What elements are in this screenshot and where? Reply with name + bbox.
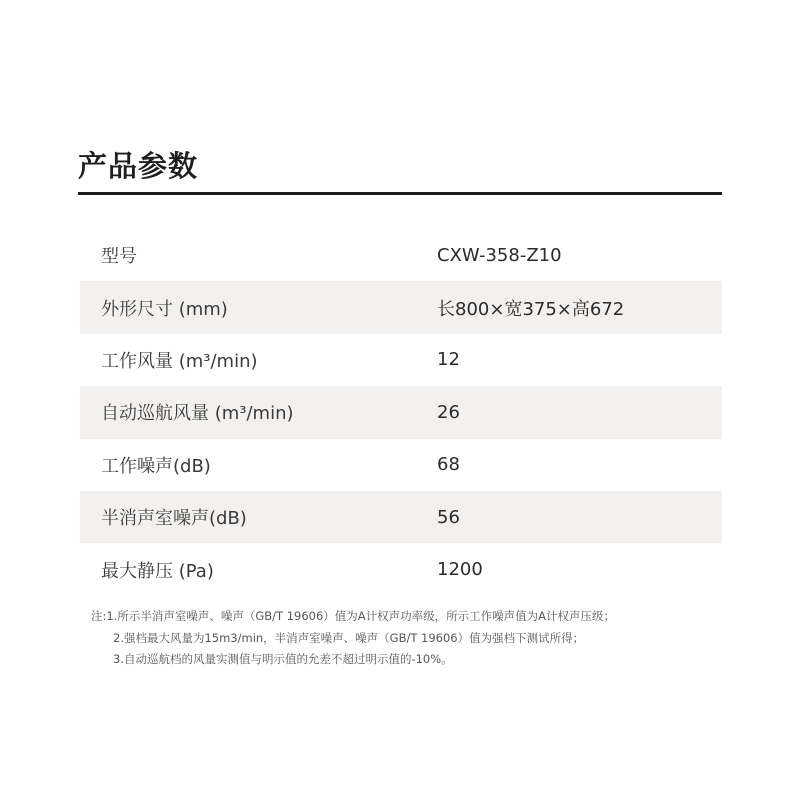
spec-value: 12 <box>437 349 460 371</box>
footnote-2: 2.强档最大风量为15m3/min，半消声室噪声、噪声（GB/T 19606）值为强档下测试所得； <box>113 630 585 645</box>
spec-row-noise <box>80 439 722 491</box>
spec-value: 26 <box>437 401 460 423</box>
spec-value: CXW-358-Z10 <box>437 244 562 266</box>
spec-label: 最大静压 (Pa) <box>101 560 214 582</box>
spec-row-cruise-airflow <box>80 386 722 438</box>
spec-label: 型号 <box>101 246 137 268</box>
page-title: 产品参数 <box>78 149 199 183</box>
spec-row-airflow <box>80 334 722 386</box>
spec-row-dimensions <box>80 281 722 333</box>
spec-row-static-pressure <box>80 543 722 595</box>
spec-label: 半消声室噪声(dB) <box>101 508 247 530</box>
spec-value: 68 <box>437 454 460 476</box>
spec-row-anechoic-noise <box>80 491 722 543</box>
spec-value: 56 <box>437 506 460 528</box>
footnotes <box>91 606 731 671</box>
spec-table <box>80 229 722 596</box>
spec-value: 长800×宽375×高672 <box>437 298 625 320</box>
spec-label: 外形尺寸 (mm) <box>101 298 228 320</box>
footnote-1: 注:1.所示半消声室噪声、噪声（GB/T 19606）值为A计权声功率级，所示工作噪声值为A计权声压级； <box>91 609 616 623</box>
title-divider <box>78 192 722 195</box>
spec-row-model <box>80 229 722 281</box>
spec-value: 1200 <box>437 559 483 581</box>
spec-label: 工作风量 (m³/min) <box>101 350 258 372</box>
spec-label: 自动巡航风量 (m³/min) <box>101 403 294 425</box>
spec-label: 工作噪声(dB) <box>101 455 211 477</box>
footnote-3: 3.自动巡航档的风量实测值与明示值的允差不超过明示值的-10%。 <box>113 652 453 666</box>
